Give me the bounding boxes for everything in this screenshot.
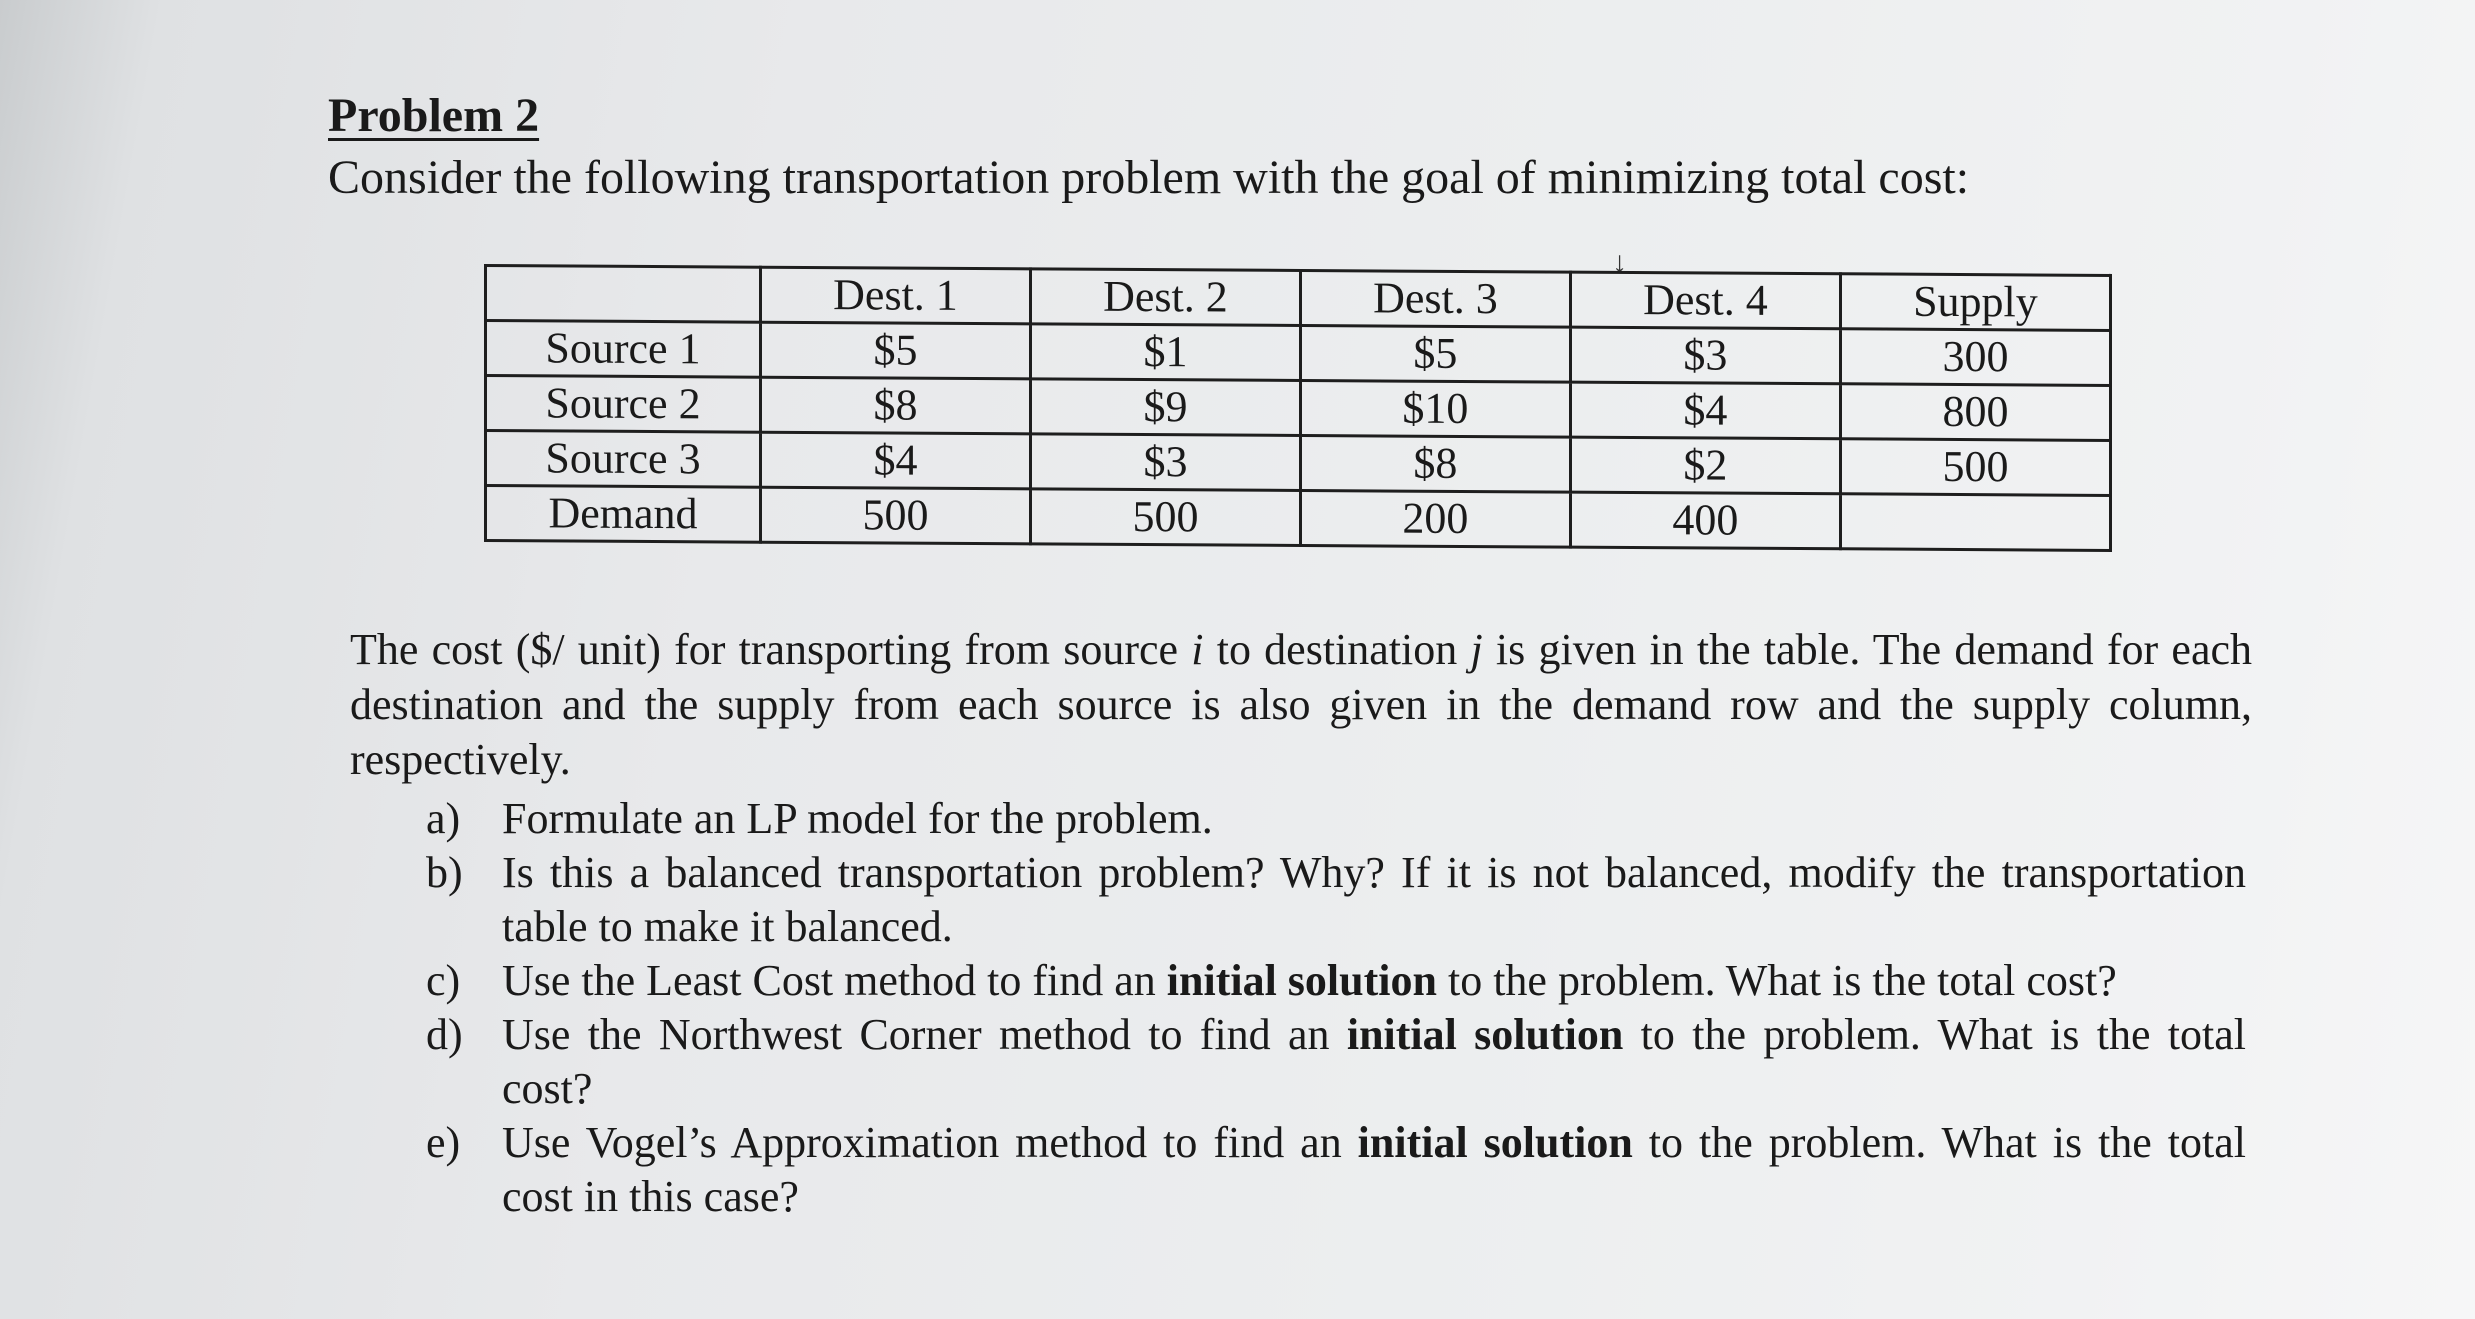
row-label: Source 1	[486, 321, 761, 378]
cost-cell: $8	[1300, 435, 1570, 492]
item-text-end: to the problem. What is the total cost?	[502, 1010, 2247, 1113]
cost-cell: $9	[1030, 379, 1300, 436]
var-i: i	[1191, 625, 1204, 674]
pen-arrow-mark: ↓	[1612, 246, 1627, 279]
question-list	[426, 792, 2246, 1224]
item-text: Use the Least Cost method to find an	[502, 956, 1167, 1005]
header-dest-2: Dest. 2	[1030, 269, 1300, 326]
empty-cell	[1840, 494, 2110, 551]
para-text-1: The cost ($/ unit) for transporting from source	[350, 625, 1192, 674]
header-dest-3: Dest. 3	[1300, 270, 1570, 327]
para-text-3: is given in the table. The demand for each destination and the supply from each source is also given in the demand row and the supply column, respectively.	[350, 625, 2253, 784]
item-label: a)	[426, 794, 461, 843]
item-text-end: to the problem. What is the total cost?	[1436, 956, 2117, 1005]
cost-cell: $3	[1030, 434, 1300, 491]
row-label: Demand	[486, 486, 761, 543]
list-item	[426, 1116, 2246, 1224]
supply-cell: 800	[1840, 384, 2110, 441]
header-corner	[486, 266, 761, 323]
cost-cell: $8	[761, 377, 1031, 434]
row-label: Source 2	[486, 376, 761, 433]
demand-cell: 400	[1570, 492, 1840, 549]
item-label: d)	[426, 1010, 463, 1059]
table-row-demand	[486, 486, 2111, 551]
item-label: b)	[426, 848, 463, 897]
cost-cell: $10	[1300, 380, 1570, 437]
var-j: j	[1470, 625, 1483, 674]
list-item	[426, 792, 2246, 846]
cost-cell: $4	[761, 432, 1031, 489]
item-bold: initial solution	[1357, 1118, 1633, 1167]
table-row-source-3	[486, 431, 2111, 496]
item-text: Use Vogel’s Approximation method to find an	[502, 1118, 1358, 1167]
header-dest-1: Dest. 1	[761, 267, 1031, 324]
item-text: Use the Northwest Corner method to find an	[502, 1010, 1347, 1059]
item-bold: initial solution	[1346, 1010, 1624, 1059]
cost-cell: $1	[1030, 324, 1300, 381]
supply-cell: 300	[1840, 329, 2110, 386]
demand-cell: 500	[761, 487, 1031, 544]
item-text-end: to the problem. What is the total cost in this case?	[502, 1118, 2246, 1221]
supply-cell: 500	[1840, 439, 2110, 496]
para-text-2: to destination	[1203, 625, 1471, 674]
table-header-row	[486, 266, 2111, 331]
row-label: Source 3	[486, 431, 761, 488]
list-item	[426, 1008, 2246, 1116]
item-text: Formulate an LP model for the problem.	[502, 794, 1213, 843]
list-item	[426, 954, 2246, 1008]
item-label: c)	[426, 956, 461, 1005]
cost-cell: $5	[1300, 325, 1570, 382]
item-label: e)	[426, 1118, 461, 1167]
demand-cell: 500	[1030, 489, 1300, 546]
list-item	[426, 846, 2246, 954]
demand-cell: 200	[1300, 490, 1570, 547]
description-paragraph	[350, 622, 2252, 787]
header-supply: Supply	[1840, 274, 2110, 331]
problem-intro: Consider the following transportation problem with the goal of minimizing total cost:	[328, 151, 1970, 204]
table-row-source-2	[486, 376, 2111, 441]
table-row-source-1	[486, 321, 2111, 386]
item-bold: initial solution	[1166, 956, 1437, 1005]
cost-cell: $2	[1570, 437, 1840, 494]
cost-cell: $3	[1570, 327, 1840, 384]
transportation-table	[484, 264, 2112, 552]
item-text: Is this a balanced transportation problem? Why? If it is not balanced, modify the transportation table to make it balanced.	[502, 848, 2246, 951]
cost-cell: $4	[1570, 382, 1840, 439]
header-dest-4: Dest. 4	[1570, 272, 1840, 329]
problem-title: Problem 2	[328, 89, 540, 142]
cost-cell: $5	[761, 322, 1031, 379]
